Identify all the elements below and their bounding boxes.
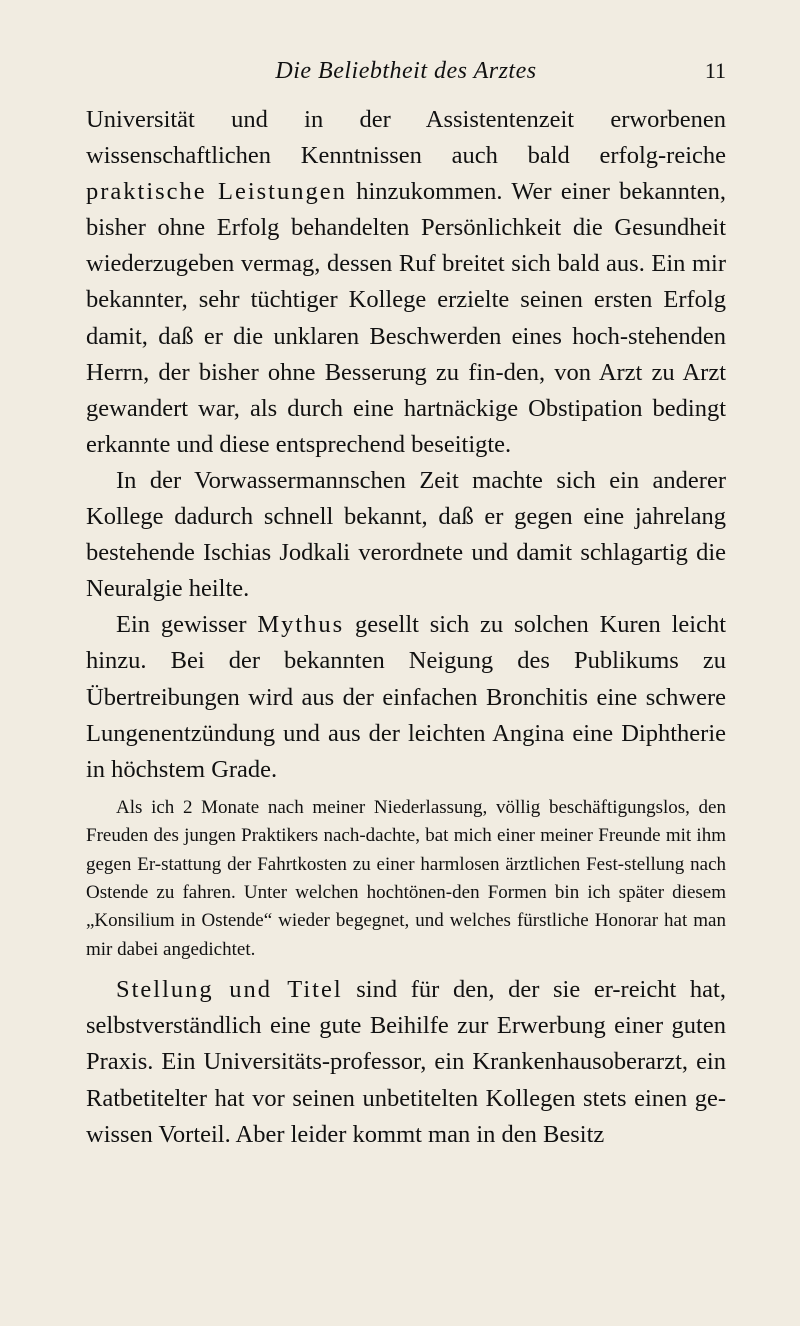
running-title: Die Beliebtheit des Arztes xyxy=(275,58,537,84)
paragraph-4 xyxy=(86,972,726,1152)
note-text: Als ich 2 Monate nach meiner Niederlassung, völlig beschäftigungslos, den Freuden des jungen Praktikers nach-dachte, bat mich einer meiner Freunde mit ihm gegen Er-stattung der Fahrtkosten zu einer harmlosen ärztlichen Fest-stellung nach Ostende zu fahren. Unter welchen hochtönen-den Formen bin ich später diesem „Konsilium in Ostende“ wieder begegnet, und welches fürstliche Honorar hat man mir dabei angedichtet. xyxy=(86,796,726,960)
paragraph-3 xyxy=(86,607,726,787)
paragraph-1-spaced-emphasis: praktische Leistungen xyxy=(86,178,347,206)
book-page xyxy=(86,58,726,1153)
paragraph-3-text-a: Ein gewisser xyxy=(116,611,258,639)
paragraph-2: In der Vorwassermannschen Zeit machte sich ein anderer Kollege dadurch schnell bekannt, daß er gegen eine jahrelang bestehende Ischias Jodkali verordnete und damit schlagartig die Neuralgie heilte. xyxy=(86,466,726,603)
paragraph-4-text-b: sind für den, der sie er-reicht hat, selbstverständlich eine gute Beihilfe zur Erwerbung einer guten Praxis. Ein Universitäts-professor, ein Krankenhausoberarzt, ein Ratbetitelter hat vor seinen unbetitelten Kollegen stets einen ge-wissen Vorteil. Aber leider kommt man in den Besitz xyxy=(86,976,726,1148)
paragraph-1-text-b: hinzukommen. Wer einer bekannten, bisher ohne Erfolg behandelten Persönlichkeit die Gesundheit wiederzugeben vermag, dessen Ruf breitet sich bald aus. Ein mir bekannter, sehr tüchtiger Kollege erzielte seinen ersten Erfolg damit, daß er die unklaren Beschwerden eines hoch-stehenden Herrn, der bisher ohne Besserung zu fin-den, von Arzt zu Arzt gewandert war, als durch eine hartnäckige Obstipation bedingt erkannte und diese entsprechend beseitigte. xyxy=(86,178,726,458)
paragraph-3-spaced-emphasis: Mythus xyxy=(257,611,345,639)
paragraph-3-text-b: gesellt sich zu solchen Kuren leicht hinzu. Bei der bekannten Neigung des Publikums zu Übertreibungen wird aus der einfachen Bronchitis eine schwere Lungenentzündung und aus der leichten Angina eine Diphtherie in höchstem Grade. xyxy=(86,611,727,783)
running-head xyxy=(86,58,726,92)
small-print-note xyxy=(86,794,726,964)
body-text xyxy=(86,102,726,1153)
paragraph-1-text-a: Universität und in der Assistentenzeit erworbenen wissenschaftlichen Kenntnissen auch bald erfolg-reiche xyxy=(86,106,726,170)
paragraph-4-spaced-emphasis: Stellung und Titel xyxy=(116,976,343,1004)
paragraph-1 xyxy=(86,102,726,463)
page-number: 11 xyxy=(704,58,726,83)
